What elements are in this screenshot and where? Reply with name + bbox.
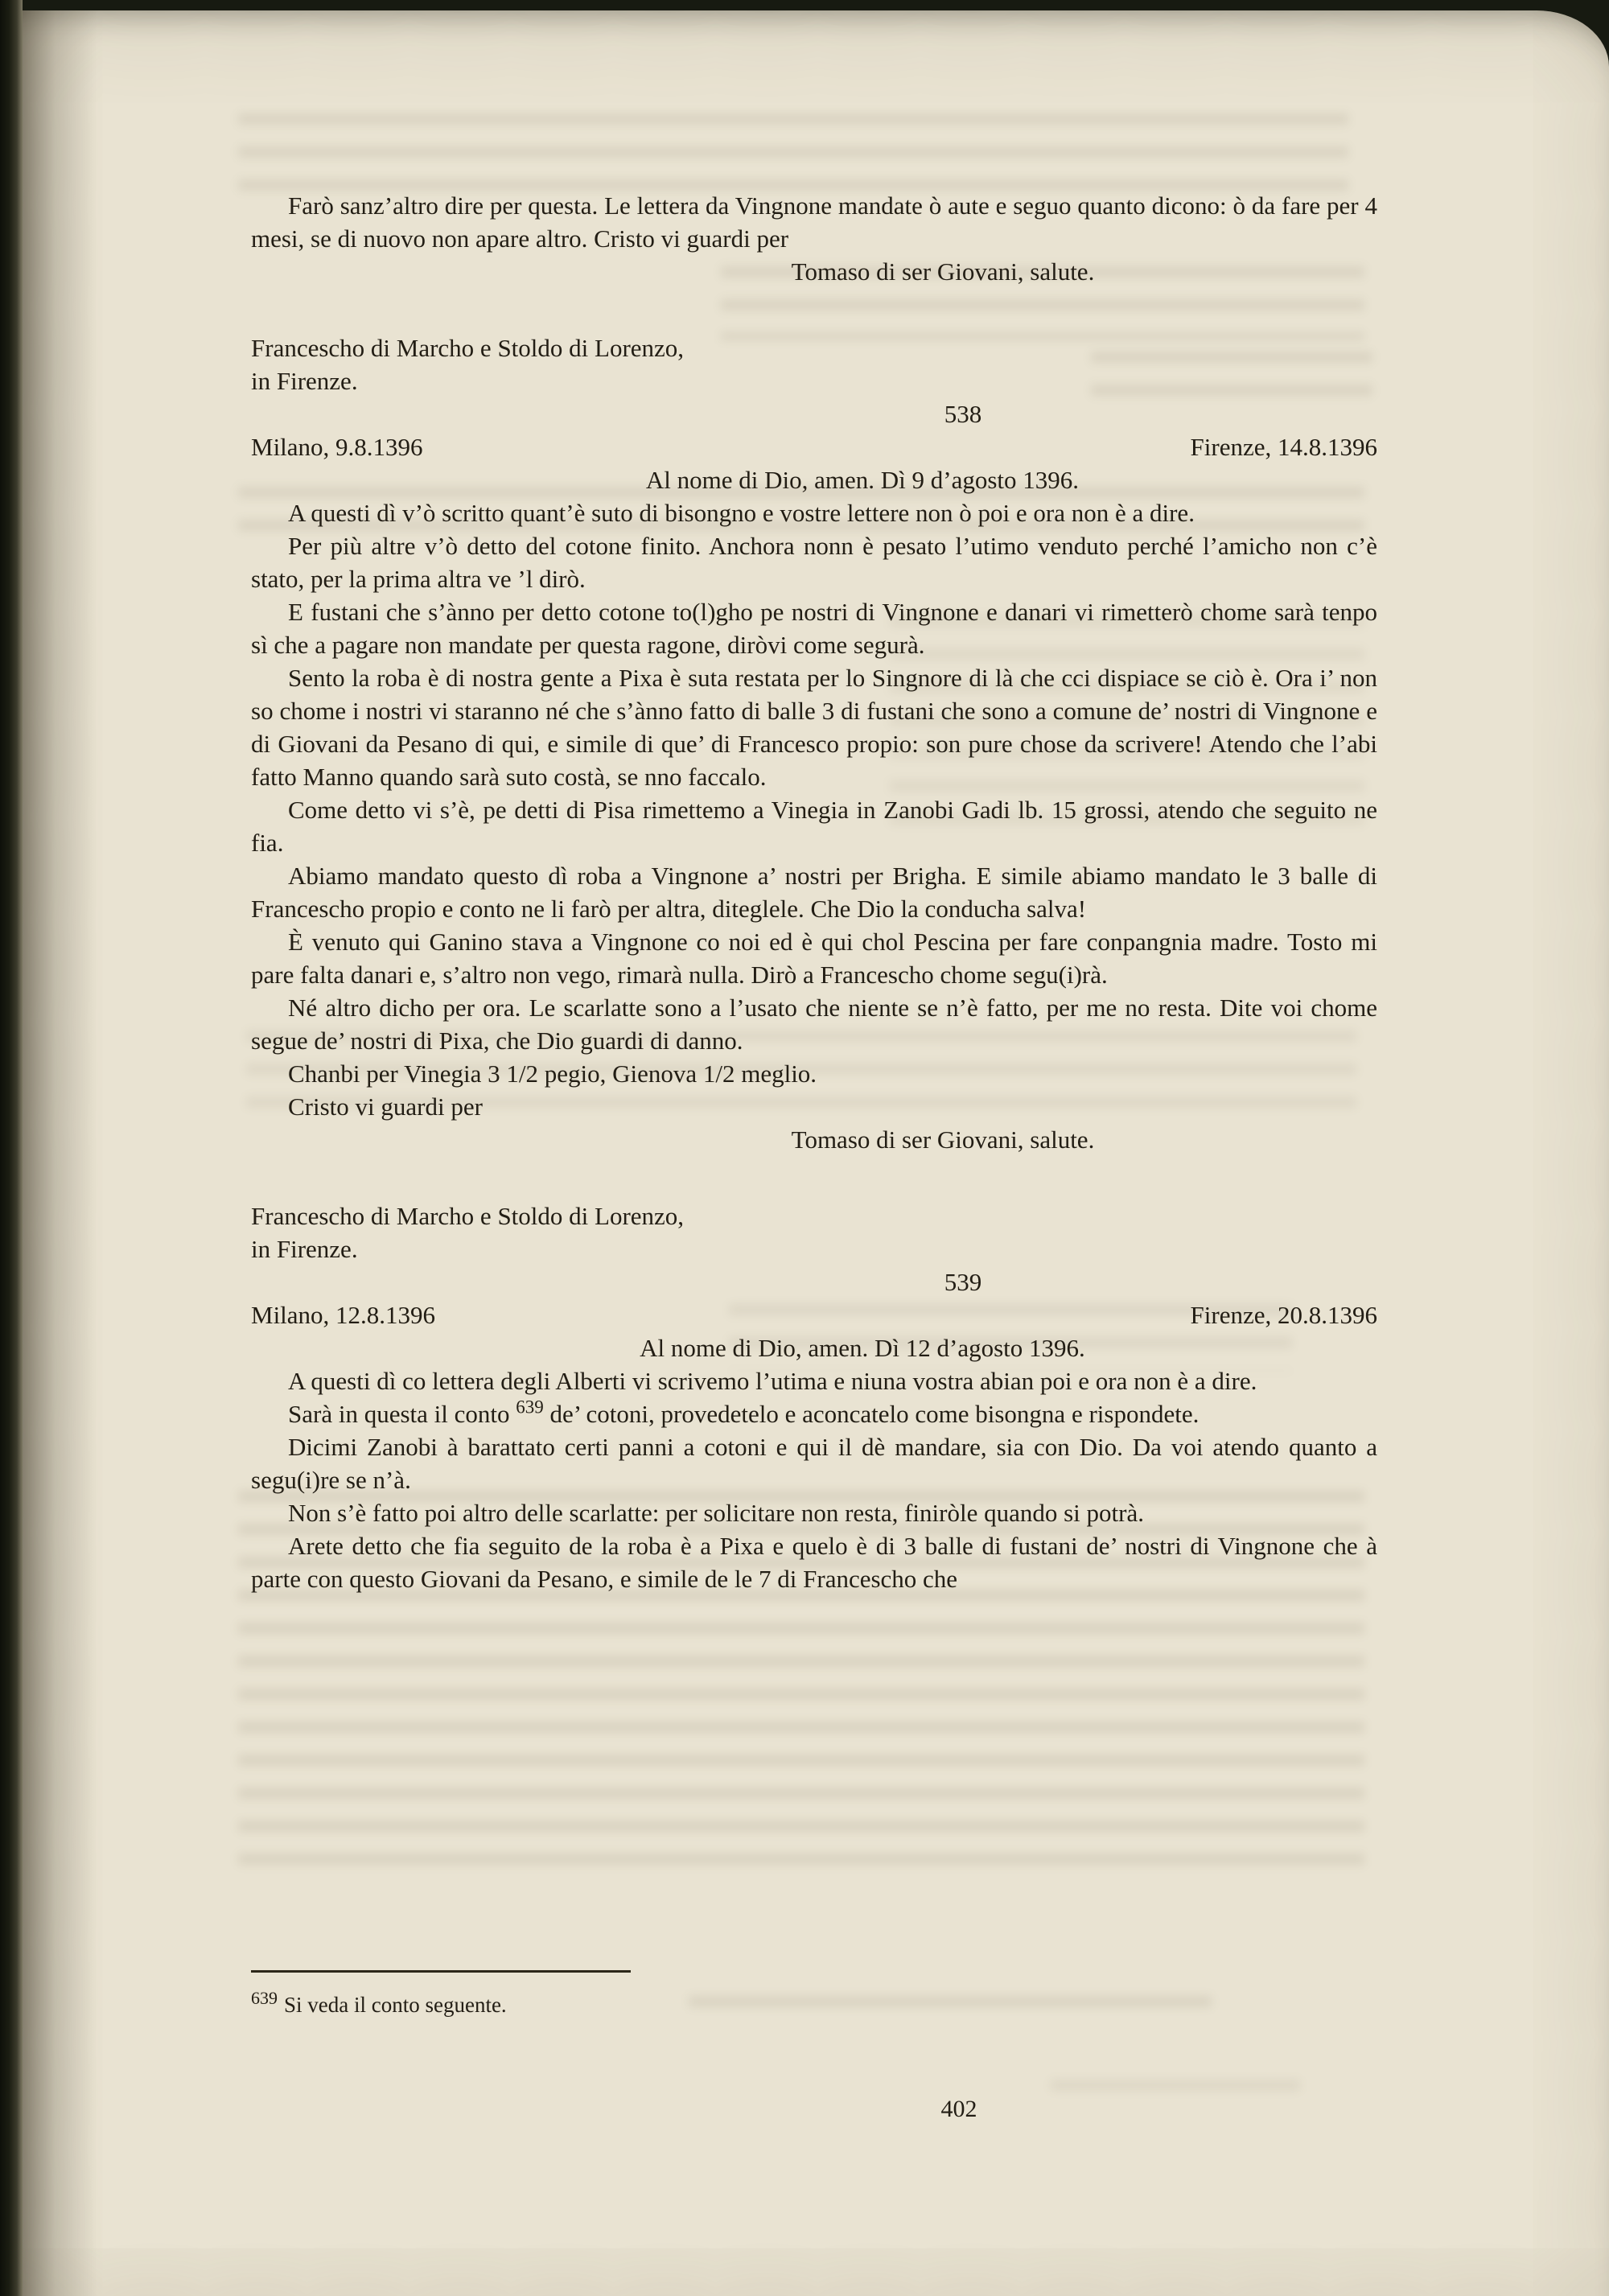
address-line: Francescho di Marcho e Stoldo di Lorenzo, — [251, 1202, 685, 1230]
paragraph-text: Sarà in questa il conto — [288, 1400, 516, 1428]
showthrough-smudge — [238, 113, 1348, 197]
paragraph: Dicimi Zanobi à barattato certi panni a cotoni e qui il dè mandare, sia con Dio. Da voi atendo quanto a segu(i)re se n’à. — [251, 1433, 1377, 1494]
letter538-salutation: Al nome di Dio, amen. Dì 9 d’agosto 1396. — [645, 466, 1080, 494]
address-line: Francescho di Marcho e Stoldo di Lorenzo, — [251, 334, 685, 362]
letter538-number: 538 — [944, 400, 982, 428]
address-line: in Firenze. — [251, 367, 358, 395]
paragraph: Per più altre v’ò detto del cotone finito. Anchora nonn è pesato l’utimo venduto perché l’amicho non c’è stato, per la prima altra ve ’l dirò. — [251, 532, 1377, 593]
paragraph: Chanbi per Vinegia 3 1/2 pegio, Gienova 1/2 meglio. — [288, 1060, 817, 1088]
paragraph: E fustani che s’ànno per detto cotone to(l)gho pe nostri di Vingnone e danari vi rimetterò chome sarà tenpo sì che a pagare non mandate per questa ragone, diròvi come segurà. — [251, 598, 1377, 659]
paragraph: Non s’è fatto poi altro delle scarlatte: per solicitare non resta, finiròle quando si potrà. — [288, 1499, 1144, 1527]
paragraph: Arete detto che fia seguito de la roba è a Pixa e quelo è di 3 balle di fustani de’ nostri di Vingnone che à parte con questo Giovani da Pesano, e simile de le 7 di Francescho che — [251, 1532, 1377, 1593]
letter539-dateline — [251, 1298, 1377, 1331]
paragraph: A questi dì v’ò scritto quant’è suto di bisongno e vostre lettere non ò poi e ora non è a dire. — [288, 499, 1195, 527]
footnote — [251, 1990, 1377, 2019]
paragraph: Come detto vi s’è, pe detti di Pisa rimettemo a Vinegia in Zanobi Gadi lb. 15 grossi, atendo che seguito ne fia. — [251, 796, 1377, 857]
letter538-place-date-from: Milano, 9.8.1396 — [251, 433, 423, 461]
letter539-place-date-from: Milano, 12.8.1396 — [251, 1301, 436, 1329]
footnote-number: 639 — [251, 1988, 278, 2008]
letter537-closing-paragraph: Farò sanz’altro dire per questa. Le lettera da Vingnone mandate ò aute e seguo quanto dicono: ò da fare per 4 mesi, se di nuovo non apare altro. Cristo vi guardi per — [251, 191, 1377, 253]
letters-text-column — [251, 189, 1377, 1595]
paragraph: Né altro dicho per ora. Le scarlatte sono a l’usato che niente se n’è fatto, per me no resta. Dite voi chome segue de’ nostri di Pixa, che Dio guardi di danno. — [251, 994, 1377, 1055]
letter538-place-date-to: Firenze, 14.8.1396 — [1190, 433, 1377, 461]
book-page — [21, 10, 1609, 2296]
gutter-shadow — [21, 10, 97, 2296]
letter538-address — [251, 1199, 1377, 1265]
letter538-dateline — [251, 430, 1377, 463]
paragraph: Cristo vi guardi per — [288, 1092, 483, 1121]
paragraph: È venuto qui Ganino stava a Vingnone co noi ed è qui chol Pescina per fare conpangnia madre. Tosto mi pare falta danari e, s’altro non vego, rimarà nulla. Dirò a Francescho chome segu(i)rà. — [251, 928, 1377, 989]
footnote-area — [251, 1970, 1377, 2019]
address-line: in Firenze. — [251, 1235, 358, 1263]
book-spine — [0, 0, 23, 2296]
letter537-signature: Tomaso di ser Giovani, salute. — [791, 257, 1095, 286]
page-number: 402 — [940, 2096, 977, 2122]
letter538-signature: Tomaso di ser Giovani, salute. — [791, 1125, 1095, 1154]
paragraph: A questi dì co lettera degli Alberti vi scrivemo l’utima e niuna vostra abian poi e ora non è a dire. — [288, 1367, 1257, 1395]
footnote-text: Si veda il conto seguente. — [284, 1993, 507, 2017]
letter537-address — [251, 331, 1377, 397]
footnote-rule — [251, 1970, 631, 1973]
paragraph: Sento la roba è di nostra gente a Pixa è suta restata per lo Singnore di là che cci dispiace se ciò è. Ora i’ non so chome i nostri vi staranno né che s’ànno fatto di balle 3 di fustani che sono a comune de’ nostri di Vingnone e di Giovani da Pesano di qui, e simile di que’ di Francesco propio: son pure chose da scrivere! Atendo che l’abi fatto Manno quando sarà suto costà, se nno faccalo. — [251, 664, 1377, 791]
paragraph-with-footnote-ref — [251, 1397, 1377, 1430]
letter539-place-date-to: Firenze, 20.8.1396 — [1190, 1301, 1377, 1329]
footnote-ref-marker: 639 — [516, 1397, 544, 1418]
paragraph-text: de’ cotoni, provedetelo e aconcatelo come bisongna e rispondete. — [543, 1400, 1200, 1428]
letter539-salutation: Al nome di Dio, amen. Dì 12 d’agosto 1396. — [640, 1334, 1085, 1362]
letter539-number: 539 — [944, 1268, 982, 1296]
paragraph: Abiamo mandato questo dì roba a Vingnone a’ nostri per Brigha. E simile abiamo mandato le 3 balle di Francescho propio e conto ne li farò per altra, diteglele. Che Dio la conducha salva! — [251, 862, 1377, 923]
